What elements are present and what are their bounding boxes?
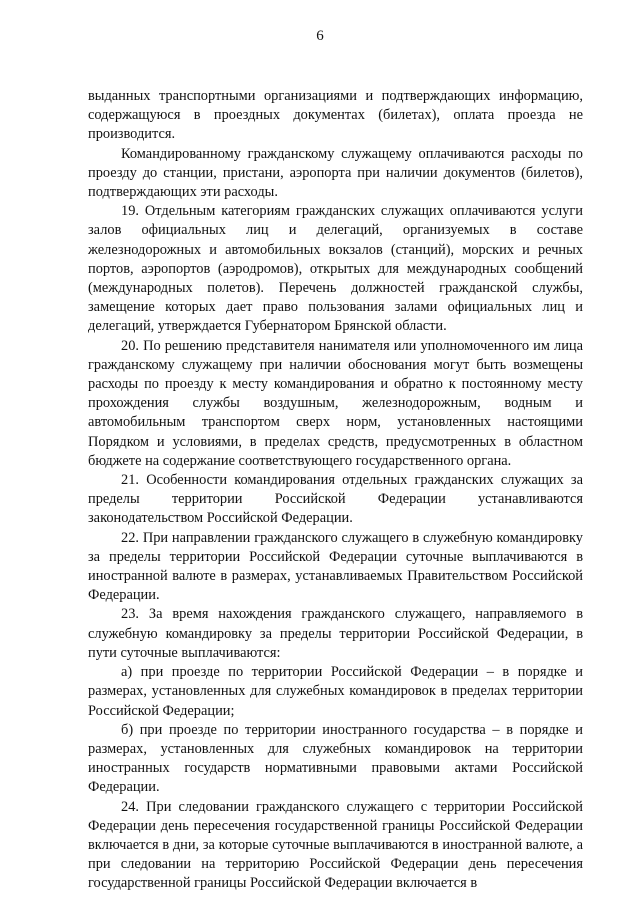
paragraph-23-b: б) при проезде по территории иностранного государства – в порядке и размерах, установленных для служебных командировок на территории иностранных государств нормативными правовыми актами Российской Федерации.	[88, 721, 583, 796]
paragraph-travel-expenses: Командированному гражданскому служащему оплачиваются расходы по проезду до станции, пристани, аэропорта при наличии документов (билетов), подтверждающих эти расходы.	[88, 145, 583, 201]
page-number: 6	[316, 28, 324, 44]
paragraph-19: 19. Отдельным категориям гражданских служащих оплачиваются услуги залов официальных лиц и делегаций, организуемых в составе железнодорожных и автомобильных вокзалов (станций), морских и речных портов, аэропортов (аэродромов), открытых для международных сообщений (международных полетов). Перечень должностей гражданской службы, замещение которых дает право пользования залами официальных лиц и делегаций, утверждается Губернатором Брянской области.	[88, 203, 583, 335]
paragraph-23-a: а) при проезде по территории Российской Федерации – в порядке и размерах, установленных для служебных командировок в пределах территории Российской Федерации;	[88, 664, 583, 719]
document-body	[88, 87, 583, 894]
paragraph-continuation: выданных транспортными организациями и подтверждающих информацию, содержащуюся в проездных документах (билетах), оплата проезда не производится.	[88, 88, 583, 143]
paragraph-21: 21. Особенности командирования отдельных гражданских служащих за пределы территории Российской Федерации устанавливаются законодательством Российской Федерации.	[88, 472, 583, 527]
paragraph-20: 20. По решению представителя нанимателя или уполномоченного им лица гражданскому служащему при наличии обоснования могут быть возмещены расходы по проезду к месту командирования и обратно к постоянному месту прохождения службы воздушным, железнодорожным, водным и автомобильным транспортом сверх норм, установленных настоящими Порядком и условиями, в пределах средств, предусмотренных в областном бюджете на содержание соответствующего государственного органа.	[88, 337, 583, 469]
paragraph-24: 24. При следовании гражданского служащего с территории Российской Федерации день пересечения государственной границы Российской Федерации включается в дни, за которые суточные выплачиваются в иностранной валюте, а при следовании на территорию Российской Федерации день пересечения государственной границы Российской Федерации включается в	[88, 798, 583, 892]
paragraph-23: 23. За время нахождения гражданского служащего, направляемого в служебную командировку за пределы территории Российской Федерации, в пути суточные выплачиваются:	[88, 606, 583, 661]
paragraph-22: 22. При направлении гражданского служащего в служебную командировку за пределы территории Российской Федерации суточные выплачиваются в иностранной валюте в размерах, устанавливаемых Правительством Российской Федерации.	[88, 529, 583, 604]
